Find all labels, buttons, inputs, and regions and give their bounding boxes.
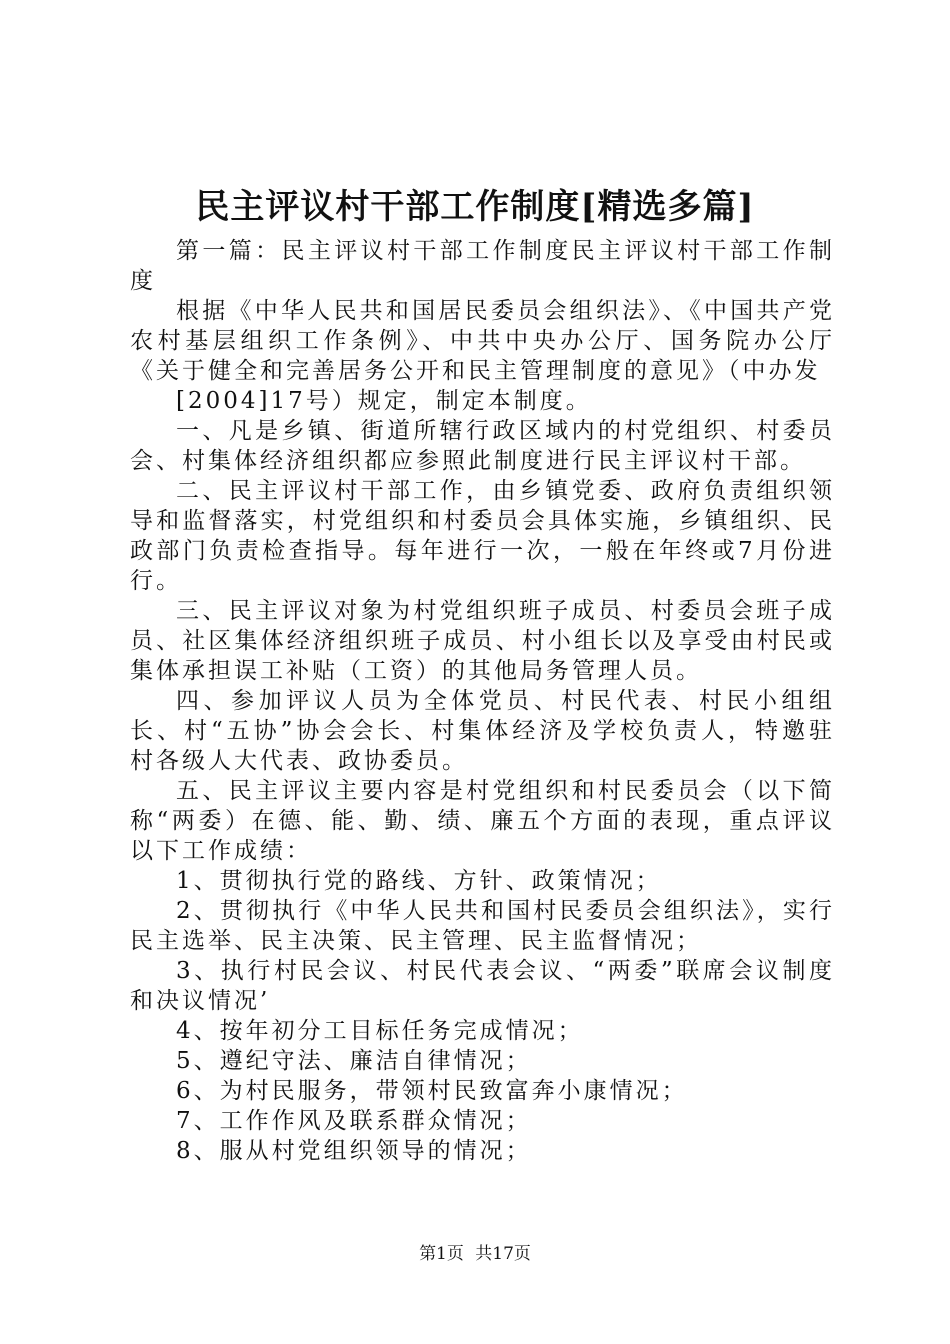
list-item: 3、执行村民会议、村民代表会议、“两委”联席会议制度和决议情况’ [130, 958, 835, 1014]
list-item: 6、为村民服务，带领村民致富奔小康情况； [176, 1078, 688, 1104]
list-item: 4、按年初分工目标任务完成情况； [176, 1018, 584, 1044]
page-footer [0, 1242, 950, 1266]
list-item: 7、工作作风及联系群众情况； [176, 1108, 532, 1134]
paragraph-basis-cont: [2004]17号）规定，制定本制度。 [176, 388, 592, 414]
paragraph-item-3: 三、民主评议对象为村党组织班子成员、村委员会班子成员、社区集体经济组织班子成员、村小组长以及享受由村民或集体承担误工补贴（工资）的其他局务管理人员。 [130, 598, 835, 684]
list-item: 8、服从村党组织领导的情况； [176, 1138, 532, 1164]
paragraph-heading: 第一篇：民主评议村干部工作制度民主评议村干部工作制度 [130, 238, 835, 294]
page-total: 共17页 [475, 1244, 531, 1264]
list-item: 2、贯彻执行《中华人民共和国村民委员会组织法》，实行民主选举、民主决策、民主管理、民主监督情况； [130, 898, 835, 954]
page-number: 第1页 [419, 1244, 464, 1264]
document-body [130, 236, 835, 1166]
paragraph-item-4: 四、参加评议人员为全体党员、村民代表、村民小组组长、村“五协”协会会长、村集体经济及学校负责人，特邀驻村各级人大代表、政协委员。 [130, 688, 835, 774]
paragraph-basis: 根据《中华人民共和国居民委员会组织法》、《中国共产党农村基层组织工作条例》、中共中央办公厅、国务院办公厅《关于健全和完善居务公开和民主管理制度的意见》（中办发 [130, 298, 835, 384]
list-item: 1、贯彻执行党的路线、方针、政策情况； [176, 868, 662, 894]
paragraph-item-2: 二、民主评议村干部工作，由乡镇党委、政府负责组织领导和监督落实，村党组织和村委员会具体实施，乡镇组织、民政部门负责检查指导。每年进行一次，一般在年终或7月份进行。 [130, 478, 835, 594]
paragraph-item-1: 一、凡是乡镇、街道所辖行政区域内的村党组织、村委员会、村集体经济组织都应参照此制度进行民主评议村干部。 [130, 418, 835, 474]
paragraph-item-5: 五、民主评议主要内容是村党组织和村民委员会（以下简称“两委）在德、能、勤、绩、廉五个方面的表现，重点评议以下工作成绩： [130, 778, 835, 864]
document-title: 民主评议村干部工作制度[精选多篇] [195, 187, 755, 227]
list-item: 5、遵纪守法、廉洁自律情况； [176, 1048, 532, 1074]
